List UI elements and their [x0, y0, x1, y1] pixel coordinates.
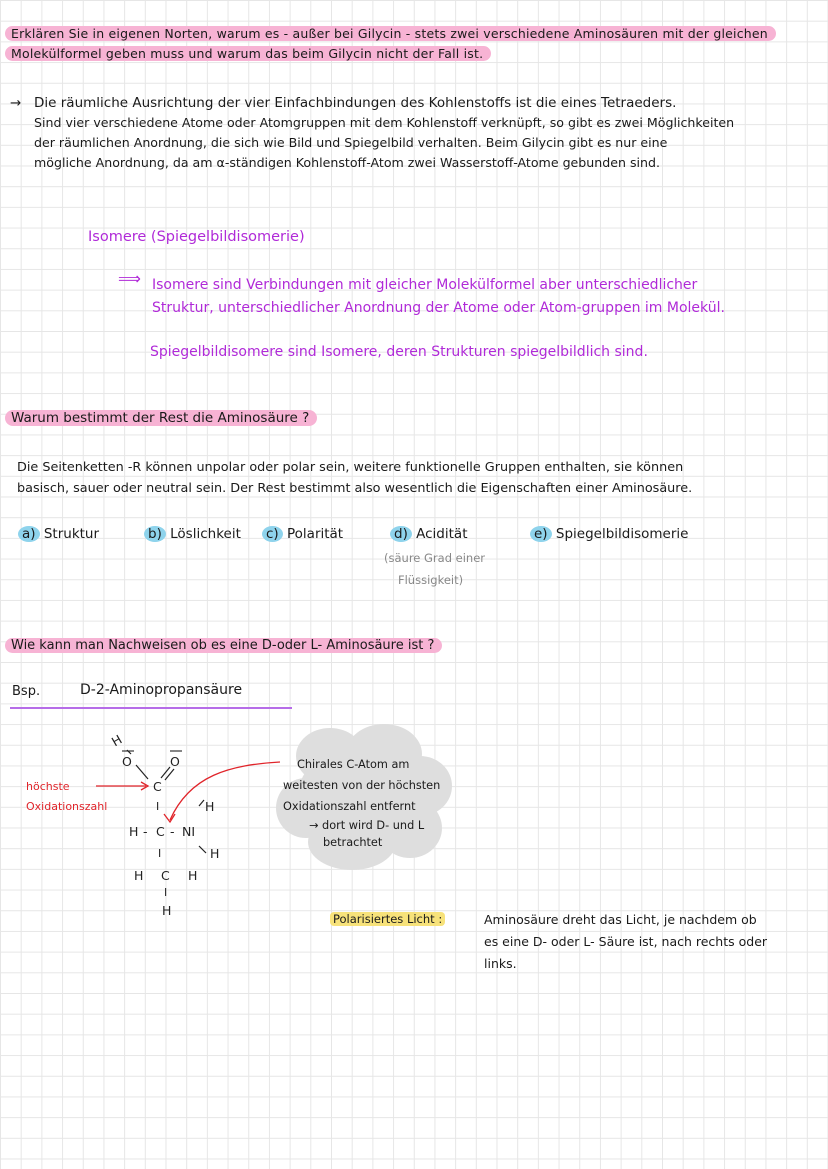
option-c — [262, 524, 343, 544]
answer-2-line-2: basisch, sauer oder neutral sein. Der Rest bestimmt also wesentlich die Eigenschaften einer Aminosäure. — [17, 481, 693, 496]
polarized-light-label — [330, 910, 445, 928]
polarized-light-text: Polarisiertes Licht : — [330, 912, 445, 926]
bond-h-c: - — [143, 824, 148, 839]
atom-h-acid: H — [108, 731, 125, 750]
acidity-note — [384, 547, 485, 591]
question-1-line-1: Erklären Sie in eigenen Norten, warum es - außer bei Gilycin - stets zwei verschiedene Aminosäuren mit der gleichen — [5, 26, 776, 41]
polarized-line-1: Aminosäure dreht das Licht, je nachdem ob — [484, 912, 757, 927]
acidity-note-line-2: Flüssigkeit) — [398, 573, 464, 587]
cloud-line-4: → dort wird D- und L — [309, 819, 425, 832]
option-d-label: Acidität — [416, 526, 468, 542]
cloud-line-3: Oxidationszahl entfernt — [283, 800, 416, 813]
polarized-line-3: links. — [484, 956, 517, 971]
example-title: D-2-Aminopropansäure — [80, 682, 243, 698]
atom-n: NI — [182, 824, 196, 839]
question-2 — [5, 408, 317, 428]
answer-1-line-1: Die räumliche Ausrichtung der vier Einfachbindungen des Kohlenstoffs ist die eines Tetraeders. — [34, 95, 677, 111]
option-b-letter: b) — [144, 526, 166, 542]
atom-h-n1: H — [205, 799, 215, 814]
option-e-label: Spiegelbildisomerie — [555, 526, 689, 542]
isomere-heading: Isomere (Spiegelbildisomerie) — [88, 229, 305, 245]
option-a-letter: a) — [18, 526, 40, 542]
cloud-line-5: betrachtet — [323, 836, 383, 849]
answer-1-line-3: der räumlichen Anordnung, die sich wie Bild und Spiegelbild verhalten. Beim Gilycin gibt es nur eine — [34, 135, 668, 150]
question-1 — [5, 24, 805, 64]
cloud-line-2: weitesten von der höchsten — [283, 779, 441, 792]
polarized-line-2: es eine D- oder L- Säure ist, nach rechts oder — [484, 934, 768, 949]
option-e-letter: e) — [530, 526, 552, 542]
spiegelbild-definition: Spiegelbildisomere sind Isomere, deren Strukturen spiegelbildlich sind. — [150, 344, 648, 360]
atom-h-3: H — [134, 868, 144, 883]
cloud-text — [283, 754, 440, 851]
acidity-note-line-1: (säure Grad einer — [384, 551, 486, 565]
option-b — [144, 524, 241, 544]
answer-1-line-2: Sind vier verschiedene Atome oder Atomgruppen mit dem Kohlenstoff verknüpft, so gibt es zwei Möglichkeiten — [34, 115, 735, 130]
answer-2-line-1: Die Seitenketten -R können unpolar oder polar sein, weitere funktionelle Gruppen enthalten, sie können — [17, 460, 684, 475]
isomere-definition-line-1: Isomere sind Verbindungen mit gleicher Molekülformel aber unterschiedlicher — [152, 277, 698, 293]
arrow-to-chiral — [170, 762, 280, 820]
isomere-definition-line-2: Struktur, unterschiedlicher Anordnung der Atome oder Atom-gruppen im Molekül. — [152, 300, 725, 316]
bond-c-n: - — [170, 824, 175, 839]
atom-o-2: O — [170, 754, 180, 769]
highest-oxidation-line-2: Oxidationszahl — [26, 800, 108, 813]
example-prefix: Bsp. — [12, 684, 41, 699]
question-3 — [5, 636, 442, 656]
question-1-line-2: Molekülformel geben muss und warum das beim Gilycin nicht der Fall ist. — [5, 46, 491, 61]
option-c-label: Polarität — [287, 526, 344, 542]
bond-vertical-3: I — [164, 886, 168, 899]
bond-vertical-2: I — [158, 847, 162, 860]
answer-1-arrow: → — [10, 95, 22, 111]
arrowhead-chiral — [164, 814, 175, 822]
annotation-arrows — [0, 740, 300, 850]
option-a — [18, 524, 99, 544]
polarized-light-explanation — [484, 909, 767, 975]
atom-o-1: O — [122, 754, 132, 769]
cloud-line-1: Chirales C-Atom am — [297, 758, 410, 771]
highest-oxidation-line-1: höchste — [26, 780, 70, 793]
option-d — [390, 524, 468, 544]
atom-h-4: H — [188, 868, 198, 883]
isomere-definition — [152, 274, 725, 320]
bond-vertical-1: I — [156, 800, 160, 813]
isomere-arrow: ⟹ — [118, 269, 141, 288]
atom-h-n2: H — [210, 846, 220, 861]
answer-1-line-4: mögliche Anordnung, da am α-ständigen Kohlenstoff-Atom zwei Wasserstoff-Atome gebunden sind. — [34, 155, 661, 170]
option-c-letter: c) — [262, 526, 283, 542]
option-e — [530, 524, 688, 544]
answer-1 — [34, 93, 824, 173]
question-2-text: Warum bestimmt der Rest die Aminosäure ? — [5, 410, 317, 426]
question-3-text: Wie kann man Nachweisen ob es eine D-oder L- Aminosäure ist ? — [5, 638, 442, 653]
option-b-label: Löslichkeit — [170, 526, 241, 542]
atom-c-1: C — [153, 779, 162, 794]
example-underline — [10, 707, 292, 709]
atom-c-3: C — [161, 868, 170, 883]
atom-c-chiral: C — [156, 824, 165, 839]
answer-2 — [17, 457, 817, 499]
atom-h-5: H — [162, 903, 172, 918]
option-a-label: Struktur — [43, 526, 100, 542]
atom-h-left: H — [129, 824, 139, 839]
option-d-letter: d) — [390, 526, 412, 542]
